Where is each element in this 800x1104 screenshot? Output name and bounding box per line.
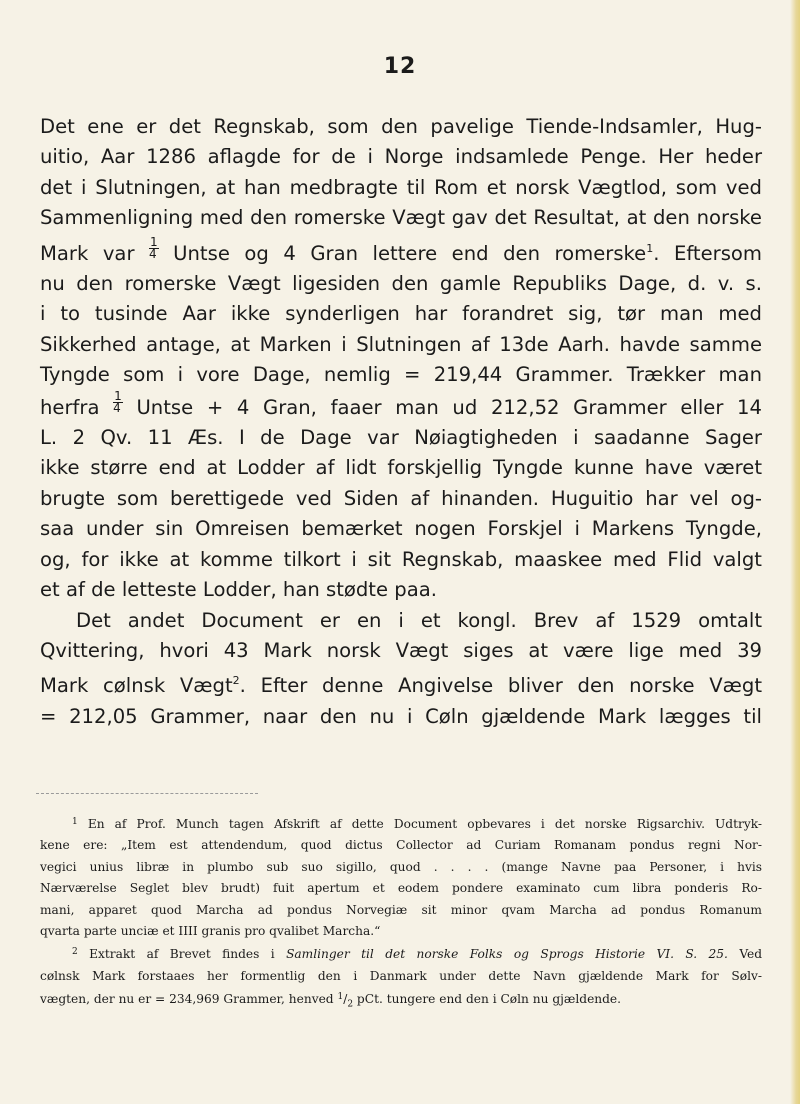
body-line: Det ene er det Regnskab, som den pavelige Tiende-Indsamler, Hug-: [40, 115, 762, 138]
footnotes: [40, 812, 762, 1016]
body-line: Mark var $\frac{1}{4}$ Untse og 4 Gran lettere end den romerske$^1$. Eftersom: [40, 234, 762, 265]
footnote-line: mani, apparet quod Marcha ad pondus Norvegiæ sit minor qvam Marcha ad pondus Romanum: [40, 902, 762, 917]
body-line: Tyngde som i vore Dage, nemlig = 219,44 Grammer. Trækker man: [40, 363, 762, 387]
body-line: L. 2 Qv. 11 Æs. I de Dage var Nøiagtigheden i saadanne Sager: [40, 426, 762, 450]
body-line: uitio, Aar 1286 aflagde for de i Norge indsamlede Penge. Her heder: [40, 145, 762, 169]
body-line: ikke større end at Lodder af lidt forskjellig Tyngde kunne have været: [40, 456, 762, 480]
footnote-line: vægten, der nu er = 234,969 Grammer, henved $^1/_2$ pCt. tungere end den i Cøln nu gjældende.: [40, 992, 622, 1010]
fraction: $\frac{1}{4}$: [113, 388, 122, 415]
footnote-marker: 1: [72, 817, 78, 827]
page-edge: [790, 0, 800, 1104]
footnote-marker: 2: [72, 947, 78, 958]
body-line: = 212,05 Grammer, naar den nu i Cøln gjældende Mark lægges til: [40, 704, 762, 728]
footnote-line: cølnsk Mark forstaaes her formentlig den i Danmark under dette Navn gjældende Mark for Sølv-: [40, 968, 762, 983]
body-line: Sammenligning med den romerske Vægt gav det Resultat, at den norske: [40, 206, 762, 230]
body-line: saa under sin Omreisen bemærket nogen Forskjel i Markens Tyngde,: [40, 517, 762, 541]
body-line: brugte som berettigede ved Siden af hinanden. Huguitio har vel og-: [40, 486, 762, 510]
footnote-line: $^2$ Extrakt af Brevet findes i Samlinger til det norske Folks og Sprogs Historie VI. S. 25. Ved: [72, 947, 763, 962]
body-line: Sikkerhed antage, at Marken i Slutningen af 13de Aarh. havde samme: [40, 332, 762, 356]
body-line: og, for ikke at komme tilkort i sit Regnskab, maaskee med Flid valgt: [40, 547, 762, 571]
italic-citation: Samlinger til det norske Folks og Sprogs Historie VI. S. 25.: [286, 947, 728, 962]
footnote-divider: [36, 793, 258, 794]
body-line: nu den romerske Vægt ligesiden den gamle Republiks Dage, d. v. s.: [40, 272, 762, 296]
footnote-line: qvarta parte unciæ et IIII granis pro qvalibet Marcha.“: [40, 924, 381, 939]
footnote-line: $^1$ En af Prof. Munch tagen Afskrift af dette Document opbevares i det norske Rigsarchiv. Udtryk-: [72, 817, 762, 831]
page-number: 12: [383, 54, 417, 79]
body-line: Det andet Document er en i et kongl. Brev af 1529 omtalt: [76, 608, 762, 632]
body-line: herfra $\frac{1}{4}$ Untse + 4 Gran, faaer man ud 212,52 Grammer eller 14: [40, 388, 762, 419]
footnote-marker: 2: [232, 674, 240, 688]
footnote-marker: 1: [646, 241, 654, 255]
body-line: Mark cølnsk Vægt$^2$. Efter denne Angivelse bliver den norske Vægt: [40, 674, 762, 698]
footnote-line: Nærværelse Seglet blev brudt) fuit apertum et eodem pondere examinato cum libra ponderis Ro-: [40, 881, 762, 896]
body-line: et af de letteste Lodder, han stødte paa.: [40, 578, 437, 602]
body-line: det i Slutningen, at han medbragte til Rom et norsk Vægtlod, som ved: [40, 175, 762, 199]
body-line: Qvittering, hvori 43 Mark norsk Vægt siges at være lige med 39: [40, 638, 762, 662]
fraction: $\frac{1}{4}$: [149, 234, 158, 261]
body-text: [40, 112, 762, 732]
subscript: 2: [347, 999, 354, 1010]
footnote-line: vegici unius libræ in plumbo sub suo sigillo, quod . . . . (mange Navne paa Personer, i hvis: [40, 859, 762, 874]
footnote-line: kene ere: „Item est attendendum, quod dictus Collector ad Curiam Romanam pondus regni Nor-: [40, 838, 762, 853]
body-line: i to tusinde Aar ikke synderligen har forandret sig, tør man med: [40, 302, 762, 326]
footnote-marker: 1: [337, 992, 344, 1003]
